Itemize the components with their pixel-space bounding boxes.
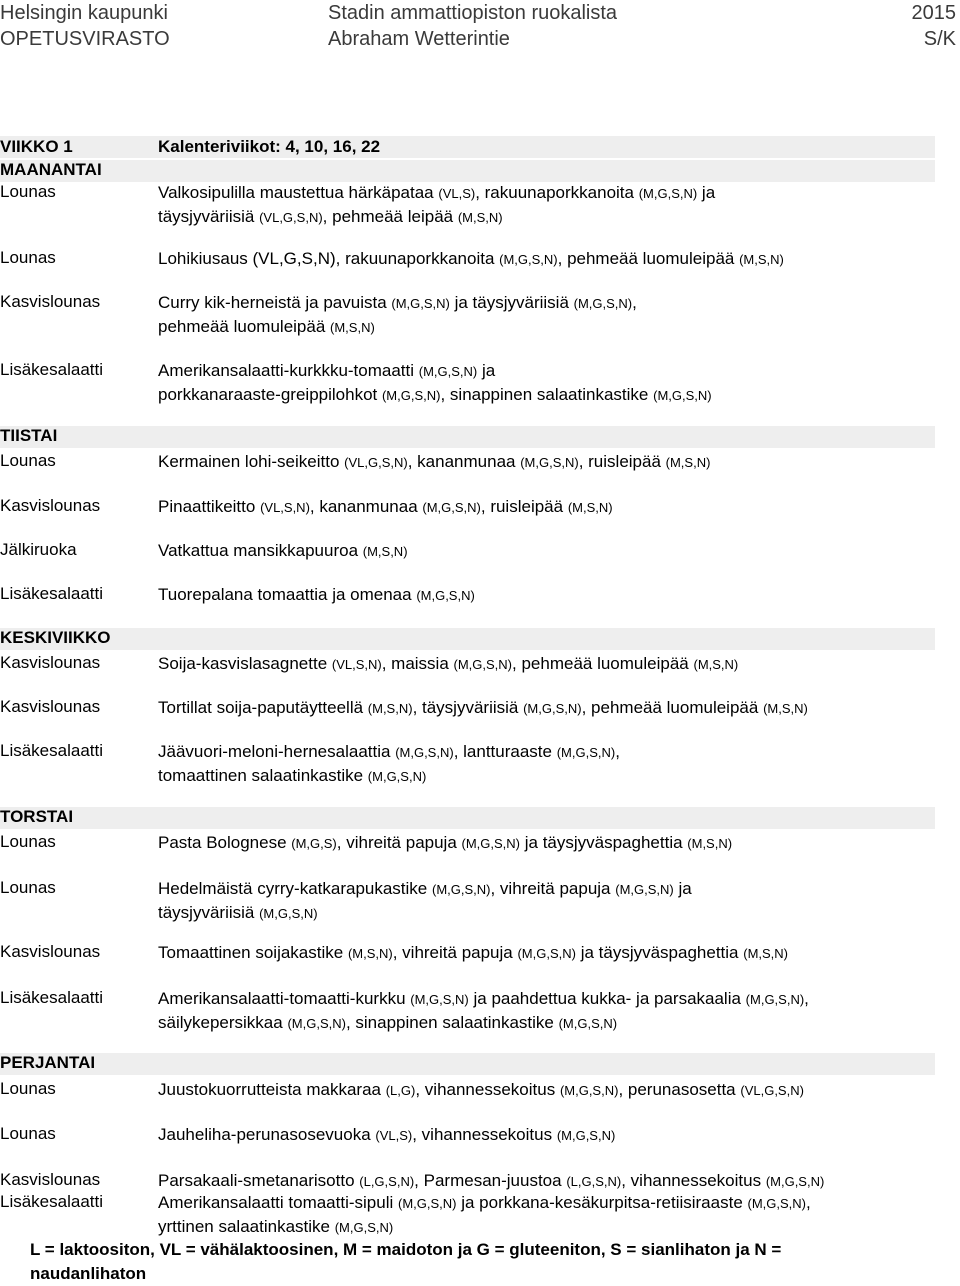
day-bar: [0, 160, 935, 182]
diet-code: (M,G,S,N): [287, 1016, 346, 1031]
dish-text: Soija-kasvislasagnette: [158, 654, 332, 673]
dish-text: säilykepersikkaa: [158, 1013, 288, 1032]
meal-type-label: Kasvislounas: [0, 496, 101, 515]
dish-text: Valkosipulilla maustettua härkäpataa: [158, 183, 439, 202]
diet-code: (VL,S,N): [331, 657, 382, 672]
day-heading: MAANANTAI: [0, 160, 102, 179]
diet-code: (M,G,S,N): [397, 1196, 457, 1211]
diet-code: (VL,G,S,N): [259, 210, 323, 225]
header-code: S/K: [923, 28, 956, 50]
diet-code: (M,G,S,N): [418, 364, 478, 379]
dish-line: [158, 247, 948, 271]
dish-text: ja täysjyväspaghettia: [520, 833, 688, 852]
meal-type-label: Lounas: [0, 1124, 56, 1143]
dish-line: [158, 1169, 948, 1193]
dish-line: [158, 583, 948, 607]
dish-text: , pehmeää luomuleipää: [557, 249, 740, 268]
dish-line: [158, 696, 948, 720]
dish-line: [158, 359, 948, 383]
dish-text: , vihannessekoitus: [415, 1080, 560, 1099]
diet-code: (M,G,S,N): [520, 455, 579, 470]
dish-text: , rakuunaporkkanoita: [475, 183, 639, 202]
dish-text: ,: [806, 1193, 811, 1212]
dish-text: ja: [673, 879, 692, 898]
diet-code: (M,G,S,N): [558, 1016, 618, 1031]
diet-code: (M,G,S,N): [381, 388, 441, 403]
diet-code: (VL,S): [438, 186, 476, 201]
dish-text: , perunasosetta: [618, 1080, 741, 1099]
diet-code: (M,G,S): [291, 836, 337, 851]
day-bar: [0, 1053, 935, 1075]
dish-description: [158, 359, 948, 407]
dish-text: Hedelmäistä cyrry-katkarapukastike: [158, 879, 432, 898]
diet-code: (L,G,S,N): [566, 1174, 622, 1189]
dish-text: porkkanaraaste-greippilohkot: [158, 385, 382, 404]
dish-text: ja paahdettua kukka- ja parsakaalia: [468, 989, 746, 1008]
dish-text: Tomaattinen soijakastike: [158, 943, 348, 962]
calendar-weeks: Kalenteriviikot: 4, 10, 16, 22: [158, 137, 381, 156]
diet-code: (M,G,S,N): [461, 836, 521, 851]
diet-code: (M,S,N): [457, 210, 503, 225]
diet-code: (M,S,N): [347, 946, 393, 961]
legend-line: naudanlihaton: [30, 1264, 147, 1283]
meal-type-label: Lisäkesalaatti: [0, 741, 104, 760]
dish-description: [158, 987, 948, 1035]
dish-line: [158, 764, 948, 788]
diet-code: (M,S,N): [739, 252, 784, 267]
dish-line: [158, 1011, 948, 1035]
meal-type-label: Kasvislounas: [0, 653, 101, 672]
dish-text: Lohikiusaus (VL,G,S,N), rakuunaporkkanoita: [158, 249, 500, 268]
dish-text: , maissia: [381, 654, 454, 673]
dish-description: [158, 941, 948, 965]
dish-line: [158, 987, 948, 1011]
dish-text: ja täysjyväriisiä: [449, 293, 574, 312]
day-heading: PERJANTAI: [0, 1053, 96, 1072]
dish-text: , sinappinen salaatinkastike: [345, 1013, 559, 1032]
dish-description: [158, 181, 948, 229]
dish-line: [158, 1191, 948, 1215]
meal-type-label: Lounas: [0, 1079, 56, 1098]
meal-type-label: Kasvislounas: [0, 292, 101, 311]
diet-code: (M,G,S,N): [431, 882, 491, 897]
meal-type-label: Kasvislounas: [0, 942, 101, 961]
diet-code: (VL,G,S,N): [344, 455, 408, 470]
diet-code: (M,G,S,N): [499, 252, 558, 267]
diet-code: (M,S,N): [665, 455, 711, 470]
header-city: Helsingin kaupunki: [0, 2, 168, 24]
dish-text: , vihreitä papuja: [336, 833, 462, 852]
day-bar: [0, 426, 935, 448]
diet-code: (M,G,S,N): [391, 296, 450, 311]
diet-code: (M,G,S,N): [517, 946, 576, 961]
dish-text: ,: [615, 742, 620, 761]
dish-line: [158, 539, 948, 563]
diet-code: (VL,S): [375, 1128, 413, 1143]
diet-code: (M,G,S,N): [747, 1196, 806, 1211]
header-year: 2015: [911, 2, 956, 24]
header-location: Abraham Wetterintie: [328, 28, 510, 50]
dish-line: [158, 315, 948, 339]
diet-code: (M,G,S,N): [615, 882, 674, 897]
dish-line: [158, 877, 948, 901]
meal-type-label: Lounas: [0, 182, 56, 201]
dish-text: , sinappinen salaatinkastike: [440, 385, 654, 404]
dish-text: ja porkkana-kesäkurpitsa-retiisiraaste: [456, 1193, 748, 1212]
dish-text: Amerikansalaatti-kurkkku-tomaatti: [158, 361, 419, 380]
dish-line: [158, 495, 948, 519]
header-school: Stadin ammattiopiston ruokalista: [328, 2, 618, 24]
header-menu-title: [328, 0, 617, 52]
dish-line: [158, 1078, 948, 1102]
diet-code: (M,G,S,N): [745, 992, 805, 1007]
dish-description: [158, 696, 948, 720]
dish-description: [158, 450, 948, 474]
dish-text: Curry kik-herneistä ja pavuista: [158, 293, 392, 312]
diet-code: (M,S,N): [567, 500, 613, 515]
header-period: [912, 0, 957, 52]
diet-code: (M,G,S,N): [422, 500, 481, 515]
dish-text: Jauheliha-perunasosevuoka: [158, 1125, 376, 1144]
diet-code: (M,G,S,N): [453, 657, 513, 672]
meal-type-label: Kasvislounas: [0, 1170, 101, 1189]
dish-description: [158, 1191, 948, 1239]
diet-code: (M,S,N): [743, 946, 789, 961]
dish-text: , pehmeää leipää: [322, 207, 458, 226]
dish-text: täysjyväriisiä: [158, 903, 260, 922]
diet-code: (L,G,S,N): [359, 1174, 415, 1189]
dish-description: [158, 539, 948, 563]
legend-line: L = laktoositon, VL = vähälaktoosinen, M = maidoton ja G = gluteeniton, S = sianlihaton ja N =: [30, 1240, 782, 1259]
meal-type-label: Jälkiruoka: [0, 540, 77, 559]
dish-description: [158, 583, 948, 607]
diet-code: (M,S,N): [367, 701, 413, 716]
dish-text: Amerikansalaatti tomaatti-sipuli: [158, 1193, 398, 1212]
diet-code: (M,G,S,N): [416, 588, 475, 603]
dish-text: Parsakaali-smetanarisotto: [158, 1171, 360, 1190]
dish-text: Pasta Bolognese: [158, 833, 292, 852]
dish-description: [158, 831, 948, 855]
dish-text: Amerikansalaatti-tomaatti-kurkku: [158, 989, 411, 1008]
dish-text: Pinaattikeitto: [158, 497, 261, 516]
dish-text: , pehmeää luomuleipää: [581, 698, 764, 717]
dish-description: [158, 291, 948, 339]
dish-description: [158, 740, 948, 788]
day-bar: [0, 628, 935, 650]
header-department: OPETUSVIRASTO: [0, 28, 170, 50]
dish-text: Jäävuori-meloni-hernesalaattia: [158, 742, 396, 761]
dish-text: yrttinen salaatinkastike: [158, 1217, 335, 1236]
meal-type-label: Kasvislounas: [0, 697, 101, 716]
dish-text: ja: [697, 183, 716, 202]
diet-code: (M,S,N): [763, 701, 808, 716]
diet-code: (M,G,S,N): [765, 1174, 825, 1189]
dish-text: , vihannessekoitus: [621, 1171, 766, 1190]
dish-line: [158, 205, 948, 229]
meal-type-label: Lisäkesalaatti: [0, 360, 104, 379]
diet-code: (VL,S,N): [260, 500, 310, 515]
diet-code: (M,S,N): [693, 657, 739, 672]
dish-description: [158, 247, 948, 271]
dish-description: [158, 495, 948, 519]
dish-text: ,: [632, 293, 637, 312]
header-organization: [0, 0, 170, 52]
day-bar: [0, 807, 935, 829]
day-heading: TORSTAI: [0, 807, 74, 826]
diet-code: (M,G,S,N): [367, 769, 427, 784]
diet-code: (M,G,S,N): [259, 906, 318, 921]
meal-type-label: Lounas: [0, 878, 56, 897]
dish-line: [158, 740, 948, 764]
dish-text: , ruisleipää: [578, 452, 666, 471]
dish-line: [158, 941, 948, 965]
dish-text: , vihreitä papuja: [490, 879, 616, 898]
dish-line: [158, 652, 948, 676]
day-heading: TIISTAI: [0, 426, 58, 445]
dish-text: , pehmeää luomuleipää: [512, 654, 694, 673]
meal-type-label: Lisäkesalaatti: [0, 988, 104, 1007]
dish-text: täysjyväriisiä: [158, 207, 260, 226]
dish-text: , ruisleipää: [480, 497, 568, 516]
diet-code: (M,S,N): [362, 544, 408, 559]
dish-text: , Parmesan-juustoa: [414, 1171, 567, 1190]
dish-line: [158, 383, 948, 407]
meal-type-label: Lounas: [0, 451, 56, 470]
diet-code: (M,G,S,N): [523, 701, 582, 716]
diet-code: (VL,G,S,N): [740, 1083, 804, 1098]
dish-description: [158, 877, 948, 925]
dish-description: [158, 1123, 948, 1147]
dish-description: [158, 1078, 948, 1102]
meal-type-label: Lisäkesalaatti: [0, 584, 104, 603]
dish-text: Vatkattua mansikkapuuroa: [158, 541, 363, 560]
dish-description: [158, 652, 948, 676]
dish-line: [158, 1123, 948, 1147]
dish-text: Kermainen lohi-seikeitto: [158, 452, 345, 471]
diet-code: (M,G,S,N): [334, 1220, 394, 1235]
dish-text: Juustokuorrutteista makkaraa: [158, 1080, 386, 1099]
dish-text: ja täysjyväspaghettia: [575, 943, 744, 962]
meal-type-label: Lounas: [0, 832, 56, 851]
diet-code: (M,G,S,N): [653, 388, 712, 403]
diet-code: (M,G,S,N): [395, 745, 454, 760]
dish-line: [158, 831, 948, 855]
dish-text: ,: [804, 989, 809, 1008]
dish-text: , kananmunaa: [309, 497, 423, 516]
day-heading: KESKIVIIKKO: [0, 628, 111, 647]
diet-code: (M,S,N): [687, 836, 733, 851]
diet-code: (L,G): [385, 1083, 416, 1098]
dish-line: [158, 291, 948, 315]
diet-code: (M,G,S,N): [556, 745, 616, 760]
diet-code: (M,G,S,N): [638, 186, 698, 201]
dish-text: ja: [477, 361, 496, 380]
meal-type-label: Lounas: [0, 248, 56, 267]
dish-description: [158, 1169, 948, 1193]
meal-type-label: Lisäkesalaatti: [0, 1192, 104, 1211]
dish-line: [158, 450, 948, 474]
week-label: VIIKKO 1: [0, 137, 73, 156]
dish-text: Tortillat soija-paputäytteellä: [158, 698, 368, 717]
dish-text: , kananmunaa: [407, 452, 521, 471]
dish-line: [158, 1215, 948, 1239]
diet-code: (M,G,S,N): [556, 1128, 616, 1143]
diet-code: (M,G,S,N): [410, 992, 469, 1007]
dish-text: , vihannessekoitus: [412, 1125, 557, 1144]
dish-line: [158, 901, 948, 925]
diet-code: (M,G,S,N): [573, 296, 633, 311]
week-bar: [0, 136, 935, 158]
dish-line: [158, 181, 948, 205]
dish-text: Tuorepalana tomaattia ja omenaa: [158, 585, 417, 604]
dish-text: , lantturaaste: [453, 742, 557, 761]
diet-code: (M,G,S,N): [559, 1083, 619, 1098]
dish-text: , vihreitä papuja: [392, 943, 518, 962]
dish-text: tomaattinen salaatinkastike: [158, 766, 368, 785]
dish-text: , täysjyväriisiä: [412, 698, 524, 717]
diet-code: (M,S,N): [330, 320, 375, 335]
dish-text: pehmeää luomuleipää: [158, 317, 331, 336]
